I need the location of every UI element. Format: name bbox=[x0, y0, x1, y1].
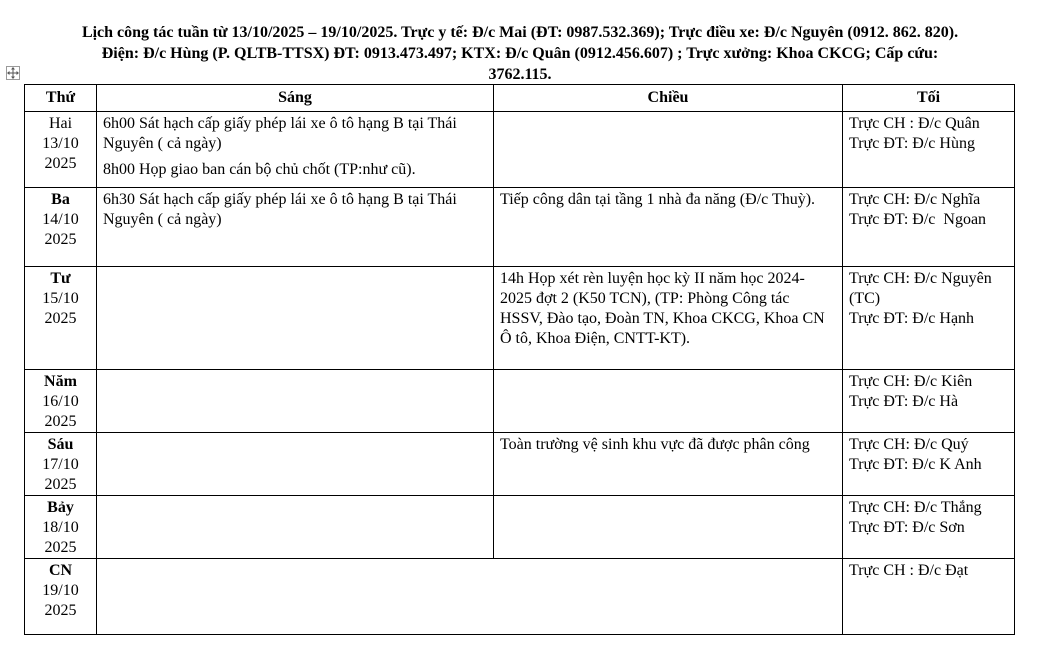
day-name: Sáu bbox=[47, 436, 74, 453]
header-line-2: Điện: Đ/c Hùng (P. QLTB-TTSX) ĐT: 0913.473.497; KTX: Đ/c Quân (0912.456.607) ; Trực xưởng: Khoa CKCG; Cấp cứu: bbox=[101, 45, 939, 62]
evening-cell[interactable] bbox=[843, 433, 1015, 496]
column-header-day: Thứ bbox=[25, 85, 97, 112]
day-name: Bảy bbox=[47, 499, 74, 516]
afternoon-entry: Tiếp công dân tại tầng 1 nhà đa năng (Đ/c Thuỳ). bbox=[500, 191, 816, 208]
day-date: 14/10 bbox=[42, 211, 79, 228]
morning-entry: 6h30 Sát hạch cấp giấy phép lái xe ô tô hạng B tại Thái Nguyên ( cả ngày) bbox=[103, 191, 457, 228]
duty-entry: Trực CH : Đ/c Đạt bbox=[849, 562, 969, 579]
day-cell bbox=[25, 496, 97, 559]
day-year: 2025 bbox=[44, 155, 77, 172]
afternoon-entry: Toàn trường vệ sinh khu vực đã được phân công bbox=[500, 436, 810, 453]
day-cell bbox=[25, 370, 97, 433]
table-row bbox=[25, 267, 1015, 370]
day-name: Hai bbox=[48, 115, 73, 132]
day-year: 2025 bbox=[44, 602, 77, 619]
duty-entry: Trực ĐT: Đ/c Sơn bbox=[849, 519, 965, 536]
afternoon-cell[interactable] bbox=[494, 112, 843, 188]
duty-entry: Trực ĐT: Đ/c Hạnh bbox=[849, 310, 975, 327]
table-row bbox=[25, 496, 1015, 559]
morning-cell[interactable] bbox=[97, 267, 494, 370]
day-year: 2025 bbox=[44, 231, 77, 248]
afternoon-entry: 14h Họp xét rèn luyện học kỳ II năm học 2024-2025 đợt 2 (K50 TCN), (TP: Phòng Công tác HSSV, Đào tạo, Đoàn TN, Khoa CKCG, Khoa CN Ô tô, Khoa Điện, CNTT-KT). bbox=[500, 270, 825, 347]
table-row bbox=[25, 559, 1015, 635]
evening-cell[interactable] bbox=[843, 559, 1015, 635]
morning-cell[interactable] bbox=[97, 188, 494, 267]
day-cell bbox=[25, 188, 97, 267]
morning-cell[interactable] bbox=[97, 496, 494, 559]
duty-entry: Trực ĐT: Đ/c Hùng bbox=[849, 135, 975, 152]
duty-entry: Trực CH: Đ/c Quý bbox=[849, 436, 969, 453]
day-year: 2025 bbox=[44, 310, 77, 327]
day-year: 2025 bbox=[44, 539, 77, 556]
weekly-schedule-table bbox=[24, 84, 1015, 635]
morning-cell[interactable] bbox=[97, 433, 494, 496]
duty-entry: Trực CH: Đ/c Kiên bbox=[849, 373, 973, 390]
evening-cell[interactable] bbox=[843, 188, 1015, 267]
table-row bbox=[25, 370, 1015, 433]
table-row bbox=[25, 112, 1015, 188]
morning-entry: 6h00 Sát hạch cấp giấy phép lái xe ô tô hạng B tại Thái Nguyên ( cả ngày) bbox=[103, 115, 457, 152]
afternoon-cell[interactable] bbox=[494, 496, 843, 559]
morning-cell[interactable] bbox=[97, 370, 494, 433]
afternoon-cell[interactable] bbox=[494, 267, 843, 370]
table-move-handle-icon[interactable] bbox=[6, 66, 20, 80]
duty-entry: Trực CH : Đ/c Quân bbox=[849, 115, 980, 132]
duty-entry: Trực CH: Đ/c Nghĩa bbox=[849, 191, 981, 208]
evening-cell[interactable] bbox=[843, 496, 1015, 559]
day-year: 2025 bbox=[44, 413, 77, 430]
day-name: CN bbox=[48, 562, 73, 579]
day-cell bbox=[25, 433, 97, 496]
day-date: 17/10 bbox=[42, 456, 79, 473]
duty-entry: Trực ĐT: Đ/c Ngoan bbox=[849, 211, 987, 228]
day-name: Tư bbox=[50, 270, 71, 287]
morning-entry: 8h00 Họp giao ban cán bộ chủ chốt (TP:như cũ). bbox=[103, 161, 416, 178]
day-cell bbox=[25, 267, 97, 370]
header-line-3: 3762.115. bbox=[488, 66, 552, 83]
duty-entry: Trực CH: Đ/c Nguyên (TC) bbox=[849, 270, 996, 307]
day-activities-cell[interactable] bbox=[97, 559, 843, 635]
day-date: 18/10 bbox=[42, 519, 79, 536]
day-name: Ba bbox=[51, 191, 70, 208]
day-date: 16/10 bbox=[42, 393, 79, 410]
schedule-header bbox=[20, 22, 1020, 85]
day-date: 19/10 bbox=[42, 582, 79, 599]
evening-cell[interactable] bbox=[843, 370, 1015, 433]
evening-cell[interactable] bbox=[843, 267, 1015, 370]
table-row bbox=[25, 188, 1015, 267]
table-row bbox=[25, 433, 1015, 496]
day-year: 2025 bbox=[44, 476, 77, 493]
duty-entry: Trực ĐT: Đ/c Hà bbox=[849, 393, 959, 410]
day-cell bbox=[25, 112, 97, 188]
afternoon-cell[interactable] bbox=[494, 433, 843, 496]
duty-entry: Trực CH: Đ/c Thắng bbox=[849, 499, 982, 516]
afternoon-cell[interactable] bbox=[494, 188, 843, 267]
duty-entry: Trực ĐT: Đ/c K Anh bbox=[849, 456, 982, 473]
column-header-morning: Sáng bbox=[97, 85, 494, 112]
morning-cell[interactable] bbox=[97, 112, 494, 188]
day-date: 15/10 bbox=[42, 290, 79, 307]
header-line-1: Lịch công tác tuần từ 13/10/2025 – 19/10/2025. Trực y tế: Đ/c Mai (ĐT: 0987.532.369); Trực điều xe: Đ/c Nguyên (0912. 862. 820). bbox=[81, 24, 959, 41]
table-header-row bbox=[25, 85, 1015, 112]
column-header-afternoon: Chiều bbox=[494, 85, 843, 112]
day-cell bbox=[25, 559, 97, 635]
day-date: 13/10 bbox=[42, 135, 79, 152]
column-header-evening: Tối bbox=[843, 85, 1015, 112]
afternoon-cell[interactable] bbox=[494, 370, 843, 433]
evening-cell[interactable] bbox=[843, 112, 1015, 188]
day-name: Năm bbox=[44, 373, 77, 390]
